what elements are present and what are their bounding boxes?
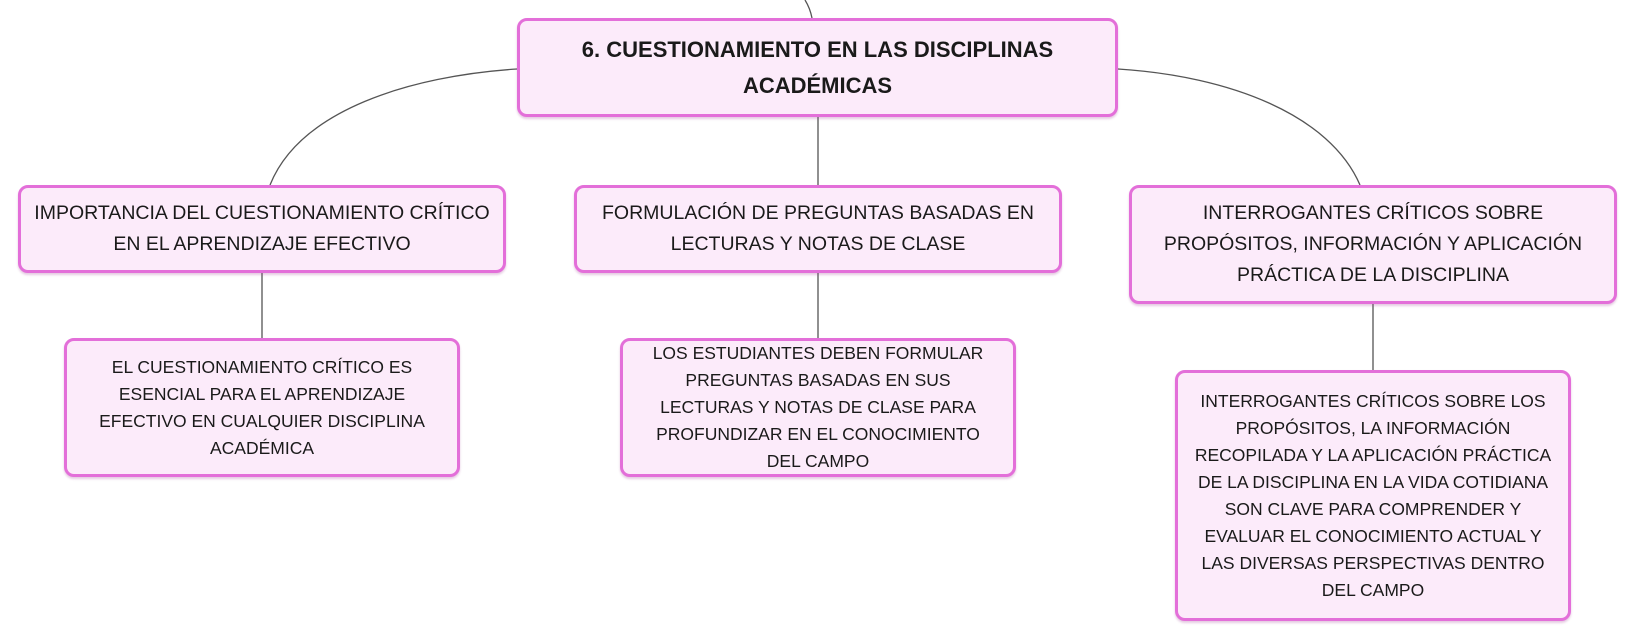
branch-label-importancia: IMPORTANCIA DEL CUESTIONAMIENTO CRÍTICO EN EL APRENDIZAJE EFECTIVO xyxy=(34,202,490,255)
leaf-node-formulacion[interactable] xyxy=(620,338,1016,477)
leaf-node-interrogantes[interactable] xyxy=(1175,370,1571,621)
root-topic-label: 6. CUESTIONAMIENTO EN LAS DISCIPLINAS ACADÉMICAS xyxy=(581,36,1054,98)
branch-node-importancia[interactable] xyxy=(18,185,506,273)
branch-label-interrogantes: INTERROGANTES CRÍTICOS SOBRE PROPÓSITOS, INFORMACIÓN Y APLICACIÓN PRÁCTICA DE LA DISCIPLINA xyxy=(1163,202,1583,286)
branch-label-formulacion: FORMULACIÓN DE PREGUNTAS BASADAS EN LECTURAS Y NOTAS DE CLASE xyxy=(602,202,1034,255)
branch-node-interrogantes[interactable] xyxy=(1129,185,1617,304)
branch-node-formulacion[interactable] xyxy=(574,185,1062,273)
connector-root-to-branch-1 xyxy=(270,69,517,185)
connector-parent-to-root xyxy=(805,0,812,18)
leaf-label-interrogantes: INTERROGANTES CRÍTICOS SOBRE LOS PROPÓSITOS, LA INFORMACIÓN RECOPILADA Y LA APLICACIÓN PRÁCTICA DE LA DISCIPLINA EN LA VIDA COTIDIANA SON CLAVE PARA COMPRENDER Y EVALUAR EL CONOCIMIENTO ACTUAL Y LAS DIVERSAS PERSPECTIVAS DENTRO DEL CAMPO xyxy=(1194,390,1552,600)
leaf-label-importancia: EL CUESTIONAMIENTO CRÍTICO ES ESENCIAL PARA EL APRENDIZAJE EFECTIVO EN CUALQUIER DISCIPLINA ACADÉMICA xyxy=(99,356,425,458)
connector-root-to-branch-3 xyxy=(1118,69,1360,185)
leaf-label-formulacion: LOS ESTUDIANTES DEBEN FORMULAR PREGUNTAS BASADAS EN SUS LECTURAS Y NOTAS DE CLASE PARA PROFUNDIZAR EN EL CONOCIMIENTO DEL CAMPO xyxy=(652,343,984,471)
root-topic-node[interactable] xyxy=(517,18,1118,117)
leaf-node-importancia[interactable] xyxy=(64,338,460,477)
